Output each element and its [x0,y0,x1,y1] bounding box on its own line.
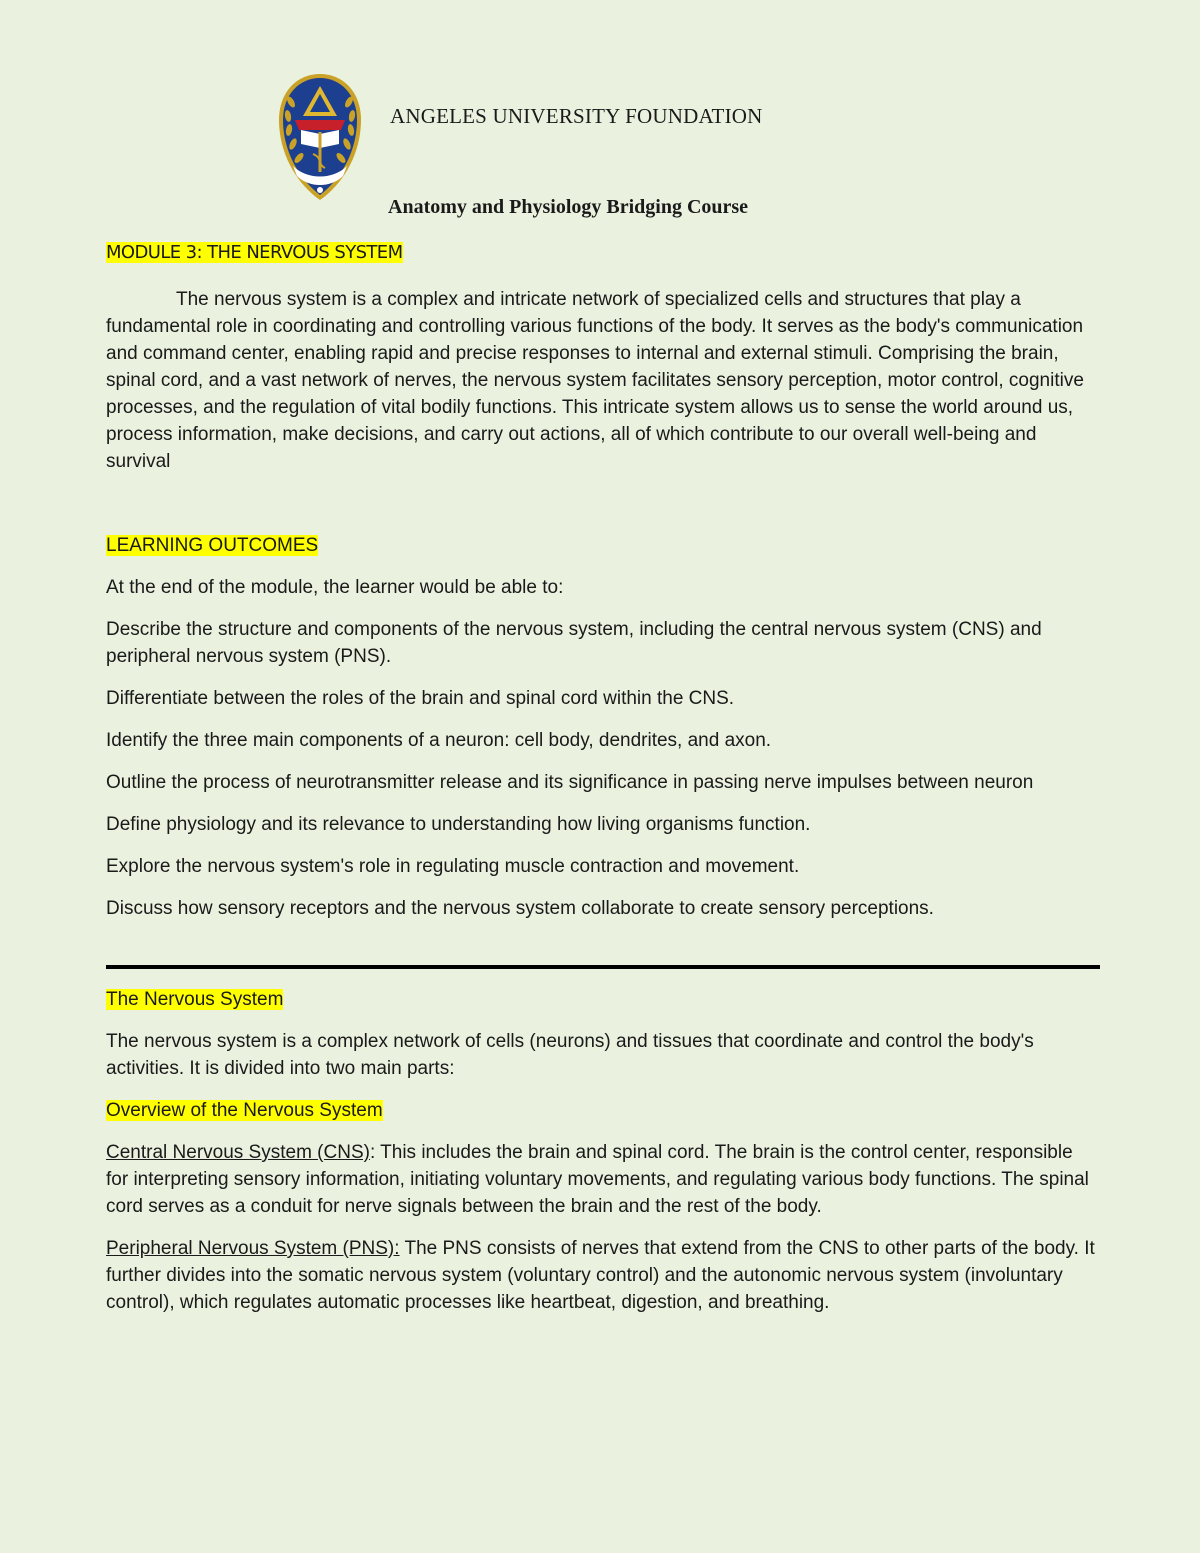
learning-outcomes-list [106,616,1100,922]
cns-description: : This includes the brain and spinal cord. The brain is the control center, responsible for interpreting sensory information, initiating voluntary movements, and regulating various body functions. The spinal cord serves as a conduit for nerve signals between the brain and the rest of the body. [106,1142,1089,1217]
course-title: Anatomy and Physiology Bridging Course [388,196,749,218]
learning-outcome-item: Describe the structure and components of the nervous system, including the central nervous system (CNS) and peripheral nervous system (PNS). [106,619,1042,667]
section-divider [106,965,1100,969]
learning-outcome-item: Discuss how sensory receptors and the nervous system collaborate to create sensory perceptions. [106,898,934,919]
learning-outcome-item: Differentiate between the roles of the brain and spinal cord within the CNS. [106,688,735,709]
nervous-system-heading [106,986,1100,1013]
learning-outcomes-lead: At the end of the module, the learner would be able to: [106,577,564,598]
pns-paragraph [106,1235,1100,1316]
module-heading [106,240,1100,266]
module-intro-paragraph: The nervous system is a complex and intricate network of specialized cells and structures that play a fundamental role in coordinating and controlling various functions of the body. It serves as the body's communication and command center, enabling rapid and precise responses to internal and external stimuli. Comprising the brain, spinal cord, and a vast network of nerves, the nervous system facilitates sensory perception, motor control, cognitive processes, and the regulation of vital bodily functions. This intricate system allows us to sense the world around us, process information, make decisions, and carry out actions, all of which contribute to our overall well-being and survival [106,289,1084,472]
pns-description: The PNS consists of nerves that extend from the CNS to other parts of the body. It further divides into the somatic nervous system (voluntary control) and the autonomic nervous system (involuntary control), which regulates automatic processes like heartbeat, digestion, and breathing. [106,1238,1095,1313]
learning-outcome-item: Define physiology and its relevance to understanding how living organisms function. [106,814,811,835]
cns-term: Central Nervous System (CNS) [106,1142,370,1163]
learning-outcomes-heading [106,532,1100,559]
learning-outcomes-heading-text: LEARNING OUTCOMES [106,535,319,556]
overview-heading-text: Overview of the Nervous System [106,1100,383,1121]
nervous-system-paragraph: The nervous system is a complex network of cells (neurons) and tissues that coordinate and control the body's activities. It is divided into two main parts: [106,1031,1034,1079]
learning-outcome-item: Identify the three main components of a neuron: cell body, dendrites, and axon. [106,730,772,751]
seal-icon [277,72,363,202]
module-heading-text: MODULE 3: THE NERVOUS SYSTEM [106,242,403,263]
overview-heading [106,1097,1100,1124]
university-seal-logo [277,72,363,202]
learning-outcome-item: Outline the process of neurotransmitter release and its significance in passing nerve impulses between neuron [106,772,1034,793]
university-name: ANGELES UNIVERSITY FOUNDATION [390,104,763,128]
document-body [106,240,1100,1316]
pns-term: Peripheral Nervous System (PNS): [106,1238,400,1259]
nervous-system-heading-text: The Nervous System [106,989,284,1010]
learning-outcome-item: Explore the nervous system's role in regulating muscle contraction and movement. [106,856,800,877]
cns-paragraph [106,1139,1100,1220]
